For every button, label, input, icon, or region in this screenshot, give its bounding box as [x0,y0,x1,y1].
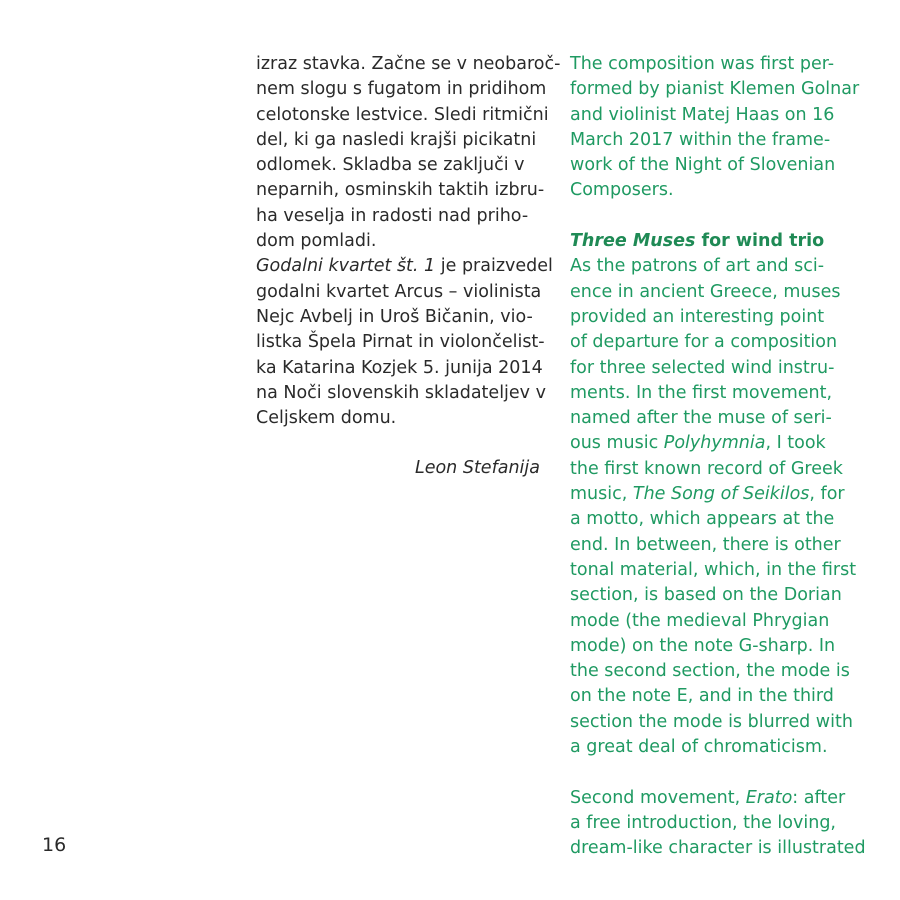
text-line: formed by pianist Klemen Golnar [570,79,860,100]
text-line: named after the muse of seri- [570,408,832,429]
text-line: del, ki ga nasledi krajši picikatni [256,129,537,150]
heading-suffix: for wind trio [695,231,825,252]
text-line [570,431,870,456]
text-line: As the patrons of art and sci- [570,256,825,277]
text-line: Nejc Avbelj in Uroš Bičanin, vio- [256,306,533,327]
muse-name: Polyhymnia [663,433,766,454]
text-line: on the note E, and in the third [570,686,834,707]
text-line: The composition was first per- [570,54,835,74]
text-fragment: , I took [765,433,826,454]
text-line: ha veselja in radosti nad priho- [256,205,529,226]
text-line: ments. In the first movement, [570,382,833,403]
text-line: the second section, the mode is [570,661,850,682]
text-line: Composers. [570,180,674,201]
text-line: izraz stavka. Začne se v neobaroč- [256,54,561,74]
text-fragment: Second movement, [570,787,746,808]
text-line: for three selected wind instru- [570,357,835,378]
text-fragment: , for [809,484,845,505]
text-line: mode) on the note G-sharp. In [570,635,836,656]
text-line: and violinist Matej Haas on 16 [570,104,835,125]
text-line: ka Katarina Kozjek 5. junija 2014 [256,357,543,378]
section-heading [570,229,870,254]
english-text-column [570,52,870,862]
text-line: listka Špela Pirnat in violončelist- [256,332,545,353]
text-line: the first known record of Greek [570,458,843,479]
text-line: work of the Night of Slovenian [570,155,836,176]
text-line: a free introduction, the loving, [570,812,836,833]
text-line: provided an interesting point [570,306,825,327]
muse-name: Erato [745,787,793,808]
text-line: a motto, which appears at the [570,509,835,530]
text-line: neparnih, osminskih taktih izbru- [256,180,545,201]
author-signature: Leon Stefanija [414,458,540,479]
text-fragment: music, [570,484,633,505]
text-line: ence in ancient Greece, muses [570,281,841,302]
text-line: March 2017 within the frame- [570,129,831,150]
text-line: nem slogu s fugatom in pridihom [256,79,547,100]
slovenian-text-column [256,52,561,482]
text-line: tonal material, which, in the first [570,559,857,580]
text-line: section the mode is blurred with [570,711,853,732]
text-line [570,482,870,507]
text-line: na Noči slovenskih skladateljev v [256,382,546,403]
page-number: 16 [42,834,67,856]
text-fragment: je praizvedel [435,256,553,277]
text-line: a great deal of chromaticism. [570,737,828,758]
text-line: mode (the medieval Phrygian [570,610,830,631]
text-line: end. In between, there is other [570,534,841,555]
text-line: of departure for a composition [570,332,838,353]
text-fragment: : after [792,787,846,808]
text-line [570,786,870,811]
text-line: odlomek. Skladba se zaključi v [256,155,525,176]
text-line [256,254,553,279]
work-title: Three Muses [570,231,696,252]
text-fragment: ous music [570,433,664,454]
text-line: dom pomladi. [256,231,377,252]
paragraph-spacer [570,204,870,229]
text-line: dream-like character is illustrated [570,838,866,859]
text-line: section, is based on the Dorian [570,585,842,606]
text-line: godalni kvartet Arcus – violinista [256,281,542,302]
text-line: Celjskem domu. [256,408,397,429]
quartet-title: Godalni kvartet št. 1 [256,256,436,277]
song-title: The Song of Seikilos [632,484,810,505]
paragraph-spacer [570,760,870,785]
text-line: celotonske lestvice. Sledi ritmični [256,104,549,125]
